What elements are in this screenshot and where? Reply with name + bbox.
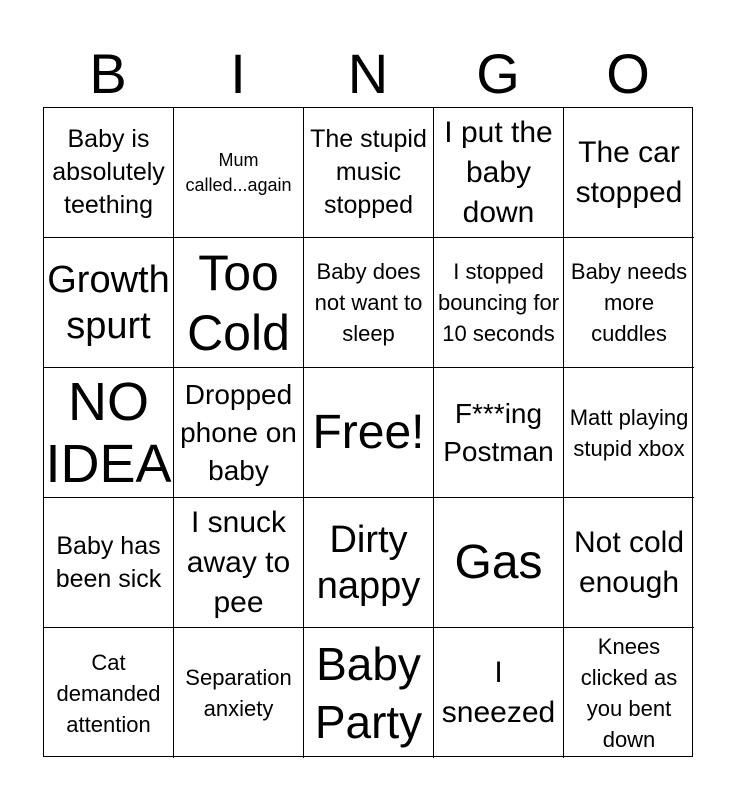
bingo-cell[interactable] <box>434 368 564 498</box>
bingo-cell[interactable] <box>44 498 174 628</box>
cell-text: Not cold enough <box>573 525 685 599</box>
cell-text: Baby is absolutely teething <box>52 125 165 219</box>
cell-text: Mum called...again <box>185 149 292 195</box>
bingo-cell[interactable] <box>44 238 174 368</box>
header-letter-i: I <box>230 42 246 105</box>
cell-text: Too Cold <box>187 244 290 361</box>
cell-text: NO IDEA <box>45 371 172 494</box>
header-letter-o: O <box>606 42 650 105</box>
bingo-cell[interactable] <box>304 628 434 758</box>
bingo-cell[interactable] <box>174 628 304 758</box>
bingo-cell[interactable] <box>44 108 174 238</box>
bingo-cell[interactable] <box>44 628 174 758</box>
bingo-cell[interactable] <box>564 498 694 628</box>
bingo-cell[interactable] <box>564 108 694 238</box>
cell-text: I stopped bouncing for 10 seconds <box>437 259 560 346</box>
cell-text: Separation anxiety <box>185 665 292 721</box>
cell-text: The stupid music stopped <box>310 125 427 219</box>
bingo-cell[interactable] <box>174 498 304 628</box>
cell-text: Growth spurt <box>47 258 170 347</box>
cell-text: Baby does not want to sleep <box>314 259 423 346</box>
cell-text: Gas <box>454 535 543 589</box>
bingo-cell[interactable] <box>434 498 564 628</box>
bingo-cell[interactable] <box>434 628 564 758</box>
cell-text: Baby has been sick <box>55 531 162 593</box>
bingo-cell[interactable] <box>434 238 564 368</box>
cell-text: The car stopped <box>575 135 683 209</box>
cell-text: Matt playing stupid xbox <box>569 404 689 461</box>
bingo-cell[interactable] <box>564 238 694 368</box>
cell-text: Dirty nappy <box>316 518 421 607</box>
cell-text: I put the baby down <box>444 115 553 229</box>
bingo-cell[interactable] <box>304 498 434 628</box>
cell-text: Cat demanded attention <box>56 649 161 737</box>
bingo-board <box>43 107 693 757</box>
bingo-cell[interactable] <box>564 368 694 498</box>
free-space-cell[interactable] <box>304 368 434 498</box>
header-letter-b: B <box>89 42 127 105</box>
bingo-cell[interactable] <box>304 238 434 368</box>
cell-text: Baby needs more cuddles <box>570 259 688 346</box>
header-letter-g: G <box>476 42 520 105</box>
cell-text: Knees clicked as you bent down <box>580 634 678 752</box>
cell-text: Baby Party <box>314 638 423 748</box>
cell-text: I snuck away to pee <box>186 505 291 619</box>
header-letter-n: N <box>347 42 389 105</box>
cell-text: Dropped phone on baby <box>180 378 297 486</box>
cell-text: F***ing Postman <box>443 397 554 467</box>
bingo-cell[interactable] <box>174 108 304 238</box>
bingo-cell[interactable] <box>44 368 174 498</box>
cell-text: I sneezed <box>441 656 556 729</box>
bingo-cell[interactable] <box>304 108 434 238</box>
bingo-cell[interactable] <box>564 628 694 758</box>
bingo-cell[interactable] <box>434 108 564 238</box>
bingo-header <box>43 40 693 108</box>
bingo-cell[interactable] <box>174 238 304 368</box>
cell-text: Free! <box>312 405 425 459</box>
bingo-cell[interactable] <box>174 368 304 498</box>
